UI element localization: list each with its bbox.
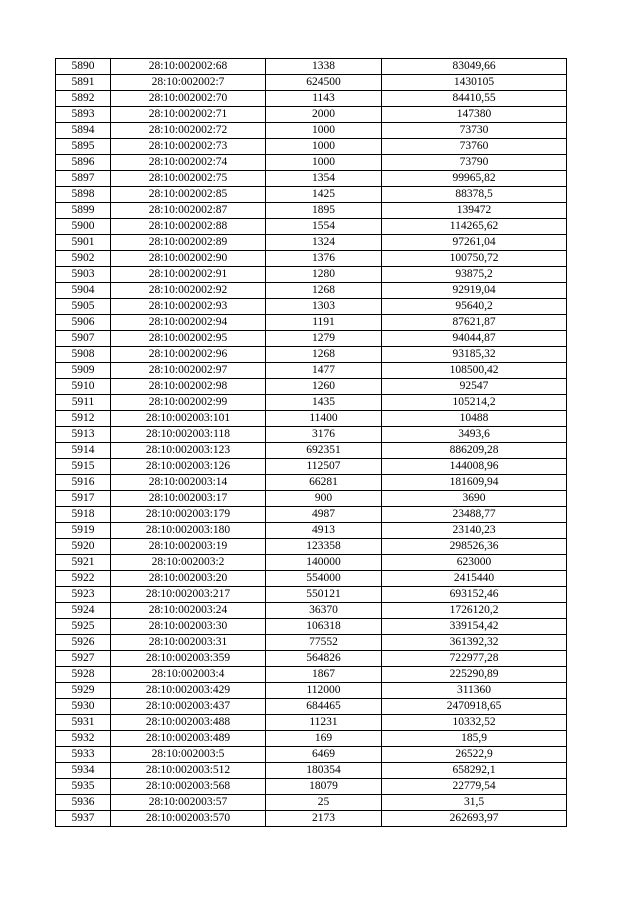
area-cell: 140000 — [266, 555, 382, 571]
row-number-cell: 5923 — [56, 587, 111, 603]
area-cell: 112507 — [266, 459, 382, 475]
table-row — [56, 315, 567, 331]
value-cell: 73760 — [382, 139, 567, 155]
area-cell: 1000 — [266, 155, 382, 171]
cadastral-number-cell: 28:10:002002:98 — [111, 379, 266, 395]
cadastral-number-cell: 28:10:002002:95 — [111, 331, 266, 347]
row-number-cell: 5927 — [56, 651, 111, 667]
cadastral-number-cell: 28:10:002003:24 — [111, 603, 266, 619]
value-cell: 94044,87 — [382, 331, 567, 347]
row-number-cell: 5918 — [56, 507, 111, 523]
area-cell: 1554 — [266, 219, 382, 235]
cadastral-number-cell: 28:10:002002:91 — [111, 267, 266, 283]
area-cell: 1279 — [266, 331, 382, 347]
table-row — [56, 123, 567, 139]
value-cell: 298526,36 — [382, 539, 567, 555]
area-cell: 1191 — [266, 315, 382, 331]
value-cell: 93185,32 — [382, 347, 567, 363]
area-cell: 1435 — [266, 395, 382, 411]
table-row — [56, 507, 567, 523]
area-cell: 66281 — [266, 475, 382, 491]
cadastral-number-cell: 28:10:002003:489 — [111, 731, 266, 747]
cadastral-number-cell: 28:10:002003:488 — [111, 715, 266, 731]
table-row — [56, 539, 567, 555]
row-number-cell: 5929 — [56, 683, 111, 699]
table-row — [56, 571, 567, 587]
area-cell: 36370 — [266, 603, 382, 619]
cadastral-number-cell: 28:10:002002:89 — [111, 235, 266, 251]
value-cell: 99965,82 — [382, 171, 567, 187]
row-number-cell: 5898 — [56, 187, 111, 203]
cadastral-number-cell: 28:10:002003:512 — [111, 763, 266, 779]
row-number-cell: 5906 — [56, 315, 111, 331]
cadastral-number-cell: 28:10:002003:5 — [111, 747, 266, 763]
area-cell: 564826 — [266, 651, 382, 667]
area-cell: 4913 — [266, 523, 382, 539]
value-cell: 84410,55 — [382, 91, 567, 107]
value-cell: 83049,66 — [382, 59, 567, 75]
area-cell: 554000 — [266, 571, 382, 587]
area-cell: 106318 — [266, 619, 382, 635]
area-cell: 3176 — [266, 427, 382, 443]
table-row — [56, 683, 567, 699]
area-cell: 2173 — [266, 811, 382, 827]
row-number-cell: 5897 — [56, 171, 111, 187]
row-number-cell: 5914 — [56, 443, 111, 459]
row-number-cell: 5902 — [56, 251, 111, 267]
cadastral-number-cell: 28:10:002003:217 — [111, 587, 266, 603]
cadastral-number-cell: 28:10:002002:68 — [111, 59, 266, 75]
value-cell: 623000 — [382, 555, 567, 571]
value-cell: 92547 — [382, 379, 567, 395]
table-row — [56, 171, 567, 187]
row-number-cell: 5909 — [56, 363, 111, 379]
row-number-cell: 5901 — [56, 235, 111, 251]
row-number-cell: 5903 — [56, 267, 111, 283]
value-cell: 10332,52 — [382, 715, 567, 731]
area-cell: 77552 — [266, 635, 382, 651]
cadastral-number-cell: 28:10:002002:99 — [111, 395, 266, 411]
cadastral-number-cell: 28:10:002003:4 — [111, 667, 266, 683]
row-number-cell: 5894 — [56, 123, 111, 139]
row-number-cell: 5908 — [56, 347, 111, 363]
cadastral-number-cell: 28:10:002002:92 — [111, 283, 266, 299]
cadastral-number-cell: 28:10:002002:71 — [111, 107, 266, 123]
row-number-cell: 5933 — [56, 747, 111, 763]
area-cell: 550121 — [266, 587, 382, 603]
table-row — [56, 443, 567, 459]
area-cell: 1425 — [266, 187, 382, 203]
cadastral-number-cell: 28:10:002002:93 — [111, 299, 266, 315]
area-cell: 11231 — [266, 715, 382, 731]
area-cell: 1895 — [266, 203, 382, 219]
row-number-cell: 5891 — [56, 75, 111, 91]
row-number-cell: 5913 — [56, 427, 111, 443]
cadastral-number-cell: 28:10:002002:75 — [111, 171, 266, 187]
table-row — [56, 587, 567, 603]
value-cell: 147380 — [382, 107, 567, 123]
row-number-cell: 5916 — [56, 475, 111, 491]
cadastral-number-cell: 28:10:002003:359 — [111, 651, 266, 667]
table-row — [56, 363, 567, 379]
area-cell: 1000 — [266, 139, 382, 155]
row-number-cell: 5924 — [56, 603, 111, 619]
cadastral-number-cell: 28:10:002003:123 — [111, 443, 266, 459]
table-row — [56, 555, 567, 571]
cadastral-number-cell: 28:10:002002:73 — [111, 139, 266, 155]
row-number-cell: 5915 — [56, 459, 111, 475]
area-cell: 900 — [266, 491, 382, 507]
table-row — [56, 59, 567, 75]
cadastral-number-cell: 28:10:002002:94 — [111, 315, 266, 331]
table-row — [56, 267, 567, 283]
cadastral-number-cell: 28:10:002002:85 — [111, 187, 266, 203]
cadastral-number-cell: 28:10:002003:570 — [111, 811, 266, 827]
cadastral-number-cell: 28:10:002003:179 — [111, 507, 266, 523]
table-row — [56, 91, 567, 107]
value-cell: 2415440 — [382, 571, 567, 587]
value-cell: 73790 — [382, 155, 567, 171]
cadastral-number-cell: 28:10:002003:126 — [111, 459, 266, 475]
value-cell: 225290,89 — [382, 667, 567, 683]
value-cell: 108500,42 — [382, 363, 567, 379]
table-row — [56, 635, 567, 651]
table-row — [56, 331, 567, 347]
value-cell: 139472 — [382, 203, 567, 219]
cadastral-number-cell: 28:10:002003:429 — [111, 683, 266, 699]
table-row — [56, 699, 567, 715]
row-number-cell: 5905 — [56, 299, 111, 315]
cadastral-number-cell: 28:10:002003:2 — [111, 555, 266, 571]
table-row — [56, 763, 567, 779]
value-cell: 2470918,65 — [382, 699, 567, 715]
row-number-cell: 5907 — [56, 331, 111, 347]
table-row — [56, 459, 567, 475]
area-cell: 1143 — [266, 91, 382, 107]
row-number-cell: 5935 — [56, 779, 111, 795]
value-cell: 693152,46 — [382, 587, 567, 603]
row-number-cell: 5937 — [56, 811, 111, 827]
value-cell: 23488,77 — [382, 507, 567, 523]
value-cell: 92919,04 — [382, 283, 567, 299]
table-row — [56, 619, 567, 635]
area-cell: 1268 — [266, 347, 382, 363]
table-row — [56, 379, 567, 395]
row-number-cell: 5934 — [56, 763, 111, 779]
row-number-cell: 5919 — [56, 523, 111, 539]
area-cell: 6469 — [266, 747, 382, 763]
table-row — [56, 251, 567, 267]
value-cell: 722977,28 — [382, 651, 567, 667]
cadastral-number-cell: 28:10:002002:74 — [111, 155, 266, 171]
area-cell: 1354 — [266, 171, 382, 187]
row-number-cell: 5917 — [56, 491, 111, 507]
cadastral-number-cell: 28:10:002003:101 — [111, 411, 266, 427]
table-body — [56, 59, 567, 827]
table-row — [56, 811, 567, 827]
table-row — [56, 203, 567, 219]
row-number-cell: 5921 — [56, 555, 111, 571]
area-cell: 25 — [266, 795, 382, 811]
value-cell: 22779,54 — [382, 779, 567, 795]
area-cell: 1260 — [266, 379, 382, 395]
area-cell: 112000 — [266, 683, 382, 699]
row-number-cell: 5892 — [56, 91, 111, 107]
area-cell: 1268 — [266, 283, 382, 299]
cadastral-number-cell: 28:10:002003:14 — [111, 475, 266, 491]
cadastral-number-cell: 28:10:002003:30 — [111, 619, 266, 635]
table-row — [56, 75, 567, 91]
table-row — [56, 523, 567, 539]
table-row — [56, 667, 567, 683]
area-cell: 1280 — [266, 267, 382, 283]
table-row — [56, 795, 567, 811]
cadastral-number-cell: 28:10:002002:97 — [111, 363, 266, 379]
table-row — [56, 651, 567, 667]
cadastral-number-cell: 28:10:002002:88 — [111, 219, 266, 235]
table-row — [56, 731, 567, 747]
land-parcel-table — [55, 58, 567, 827]
value-cell: 361392,32 — [382, 635, 567, 651]
value-cell: 3493,6 — [382, 427, 567, 443]
value-cell: 114265,62 — [382, 219, 567, 235]
row-number-cell: 5911 — [56, 395, 111, 411]
value-cell: 87621,87 — [382, 315, 567, 331]
value-cell: 886209,28 — [382, 443, 567, 459]
row-number-cell: 5896 — [56, 155, 111, 171]
area-cell: 180354 — [266, 763, 382, 779]
cadastral-number-cell: 28:10:002003:19 — [111, 539, 266, 555]
value-cell: 97261,04 — [382, 235, 567, 251]
cadastral-number-cell: 28:10:002003:118 — [111, 427, 266, 443]
cadastral-number-cell: 28:10:002003:57 — [111, 795, 266, 811]
area-cell: 692351 — [266, 443, 382, 459]
table-row — [56, 107, 567, 123]
area-cell: 2000 — [266, 107, 382, 123]
value-cell: 73730 — [382, 123, 567, 139]
table-row — [56, 395, 567, 411]
cadastral-number-cell: 28:10:002002:96 — [111, 347, 266, 363]
value-cell: 93875,2 — [382, 267, 567, 283]
value-cell: 10488 — [382, 411, 567, 427]
cadastral-number-cell: 28:10:002002:87 — [111, 203, 266, 219]
row-number-cell: 5893 — [56, 107, 111, 123]
area-cell: 1303 — [266, 299, 382, 315]
cadastral-number-cell: 28:10:002003:20 — [111, 571, 266, 587]
value-cell: 95640,2 — [382, 299, 567, 315]
table-row — [56, 747, 567, 763]
table-row — [56, 299, 567, 315]
row-number-cell: 5928 — [56, 667, 111, 683]
row-number-cell: 5920 — [56, 539, 111, 555]
cadastral-number-cell: 28:10:002003:568 — [111, 779, 266, 795]
value-cell: 23140,23 — [382, 523, 567, 539]
value-cell: 105214,2 — [382, 395, 567, 411]
cadastral-number-cell: 28:10:002002:70 — [111, 91, 266, 107]
table-row — [56, 491, 567, 507]
row-number-cell: 5910 — [56, 379, 111, 395]
area-cell: 624500 — [266, 75, 382, 91]
area-cell: 1000 — [266, 123, 382, 139]
area-cell: 11400 — [266, 411, 382, 427]
cadastral-number-cell: 28:10:002003:17 — [111, 491, 266, 507]
row-number-cell: 5900 — [56, 219, 111, 235]
cadastral-number-cell: 28:10:002002:90 — [111, 251, 266, 267]
value-cell: 144008,96 — [382, 459, 567, 475]
table-row — [56, 347, 567, 363]
value-cell: 31,5 — [382, 795, 567, 811]
value-cell: 339154,42 — [382, 619, 567, 635]
table-row — [56, 475, 567, 491]
table-row — [56, 283, 567, 299]
area-cell: 1867 — [266, 667, 382, 683]
cadastral-number-cell: 28:10:002002:7 — [111, 75, 266, 91]
table-row — [56, 411, 567, 427]
value-cell: 3690 — [382, 491, 567, 507]
area-cell: 4987 — [266, 507, 382, 523]
row-number-cell: 5890 — [56, 59, 111, 75]
table-row — [56, 235, 567, 251]
row-number-cell: 5912 — [56, 411, 111, 427]
value-cell: 100750,72 — [382, 251, 567, 267]
row-number-cell: 5899 — [56, 203, 111, 219]
table-row — [56, 187, 567, 203]
table-row — [56, 139, 567, 155]
row-number-cell: 5932 — [56, 731, 111, 747]
value-cell: 1726120,2 — [382, 603, 567, 619]
area-cell: 1324 — [266, 235, 382, 251]
row-number-cell: 5930 — [56, 699, 111, 715]
area-cell: 684465 — [266, 699, 382, 715]
area-cell: 169 — [266, 731, 382, 747]
table-row — [56, 603, 567, 619]
area-cell: 1338 — [266, 59, 382, 75]
row-number-cell: 5931 — [56, 715, 111, 731]
row-number-cell: 5895 — [56, 139, 111, 155]
cadastral-number-cell: 28:10:002003:180 — [111, 523, 266, 539]
value-cell: 181609,94 — [382, 475, 567, 491]
value-cell: 262693,97 — [382, 811, 567, 827]
row-number-cell: 5926 — [56, 635, 111, 651]
value-cell: 311360 — [382, 683, 567, 699]
area-cell: 123358 — [266, 539, 382, 555]
row-number-cell: 5925 — [56, 619, 111, 635]
table-row — [56, 427, 567, 443]
table-row — [56, 155, 567, 171]
value-cell: 26522,9 — [382, 747, 567, 763]
table-row — [56, 779, 567, 795]
table-row — [56, 715, 567, 731]
value-cell: 88378,5 — [382, 187, 567, 203]
row-number-cell: 5922 — [56, 571, 111, 587]
cadastral-number-cell: 28:10:002003:31 — [111, 635, 266, 651]
area-cell: 1376 — [266, 251, 382, 267]
row-number-cell: 5904 — [56, 283, 111, 299]
area-cell: 1477 — [266, 363, 382, 379]
area-cell: 18079 — [266, 779, 382, 795]
cadastral-number-cell: 28:10:002003:437 — [111, 699, 266, 715]
table-row — [56, 219, 567, 235]
value-cell: 185,9 — [382, 731, 567, 747]
row-number-cell: 5936 — [56, 795, 111, 811]
value-cell: 658292,1 — [382, 763, 567, 779]
cadastral-number-cell: 28:10:002002:72 — [111, 123, 266, 139]
value-cell: 1430105 — [382, 75, 567, 91]
